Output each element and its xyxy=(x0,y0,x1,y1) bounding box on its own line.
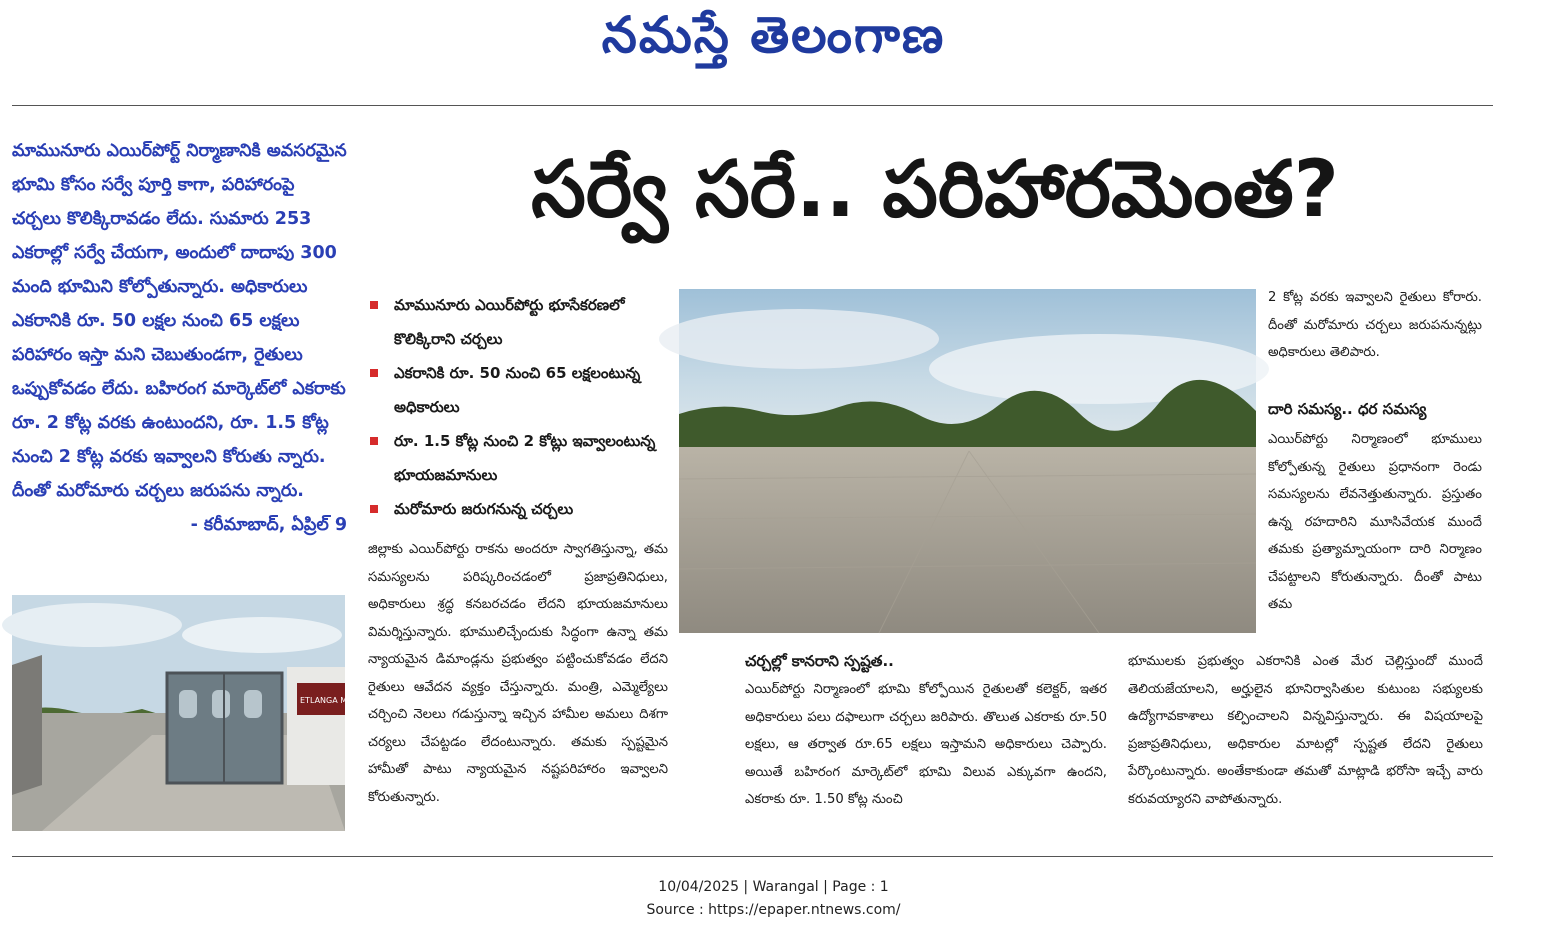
gate-sign-text: ETLANGA MAMU UNITY AR xyxy=(300,696,406,705)
cleared-land-photo xyxy=(679,289,1256,633)
dateline: - కరీమాబాద్, ఏప్రిల్ 9 xyxy=(190,515,347,535)
article-column-3: ఎయిర్‌పోర్టు నిర్మాణంలో భూములు కోల్పోతున్న రైతులు ప్రధానంగా రెండు సమస్యలను లేవనెత్తుతున్నారు. ప్రస్తుతం ఉన్న రహదారిని మూసివేయక ముందే తమకు ప్రత్యామ్నాయంగా దారి నిర్మాణం చేపట్టాలని కోరుతున్నారు. దీంతో పాటు తమ xyxy=(1268,432,1482,612)
list-item: మరోమారు జరుగనున్న చర్చలు xyxy=(368,492,668,526)
subheading-clarity: చర్చల్లో కానరాని స్పష్టత.. xyxy=(745,652,894,670)
bullet-square-icon xyxy=(370,369,378,377)
footer-edition: 10/04/2025 | Warangal | Page : 1 xyxy=(658,879,889,895)
footer xyxy=(0,876,1547,922)
bullet-square-icon xyxy=(370,437,378,445)
footer-source: Source : https://epaper.ntnews.com/ xyxy=(646,902,901,918)
bullet-list xyxy=(368,288,668,526)
subheading-road-price: దారి సమస్య.. ధర సమస్య xyxy=(1268,400,1427,418)
article-column-1: జిల్లాకు ఎయిర్‌పోర్టు రాకను అందరూ స్వాగతిస్తున్నా, తమ సమస్యలను పరిష్కరించడంలో ప్రజాప్రతినిధులు, అధికారులు శ్రద్ధ కనబరచడం లేదని భూయజమానులు విమర్శిస్తున్నారు. భూములిచ్చేందుకు సిద్ధంగా ఉన్నా తమ న్యాయమైన డిమాండ్లను ప్రభుత్వం పట్టించుకోవడం లేదని రైతులు ఆవేదన వ్యక్తం చేస్తున్నారు. మంత్రి, ఎమ్మెల్యేలు చర్చించి నెలలు గడుస్తున్నా ఇచ్చిన హామీల అమలు దిశగా చర్యలు చేపట్టడం లేదంటున్నారు. తమకు స్పష్టమైన హామీతో పాటు న్యాయమైన నష్టపరిహారం ఇవ్వాలని కోరుతున్నారు. xyxy=(368,542,668,805)
article-column-2: ఎయిర్‌పోర్టు నిర్మాణంలో భూమి కోల్పోయిన రైతులతో కలెక్టర్, ఇతర అధికారులు పలు దఫాలుగా చర్చలు జరిపారు. తొలుత ఎకరాకు రూ.50 లక్షలు, ఆ తర్వాత రూ.65 లక్షలు ఇస్తామని అధికారులు చెప్పారు. అయితే బహిరంగ మార్కెట్‌లో భూమి విలువ ఎక్కువగా ఉందని, ఎకరాకు రూ. 1.50 కోట్ల నుంచి xyxy=(745,682,1107,807)
bullet-square-icon xyxy=(370,301,378,309)
headline: సర్వే సరే.. పరిహారమెంత? xyxy=(531,145,1339,235)
intro-text: మామునూరు ఎయిర్‌పోర్ట్ నిర్మాణానికి అవసరమైన భూమి కోసం సర్వే పూర్తి కాగా, పరిహారంపై చర్చలు కొలిక్కిరావడం లేదు. సుమారు 253 ఎకరాల్లో సర్వే చేయగా, అందులో దాదాపు 300 మంది భూమిని కోల్పోతున్నారు. అధికారులు ఎకరానికి రూ. 50 లక్షల నుంచి 65 లక్షలు పరిహారం ఇస్తా మని చెబుతుండగా, రైతులు ఒప్పుకోవడం లేదు. బహిరంగ మార్కెట్‌లో ఎకరాకు రూ. 2 కోట్ల వరకు ఉంటుందని, రూ. 1.5 కోట్ల నుంచి 2 కోట్ల వరకు ఇవ్వాలని కోరుతు న్నారు. దీంతో మరోమారు చర్చలు జరుపను న్నారు. xyxy=(12,141,347,501)
list-item: ఎకరానికి రూ. 50 నుంచి 65 లక్షలంటున్న అధికారులు xyxy=(368,356,668,424)
article-column-3-top: 2 కోట్ల వరకు ఇవ్వాలని రైతులు కోరారు. దీంతో మరోమారు చర్చలు జరుపనున్నట్లు అధికారులు తెలిపారు. xyxy=(1268,290,1482,360)
list-item: మామునూరు ఎయిర్‌పోర్టు భూసేకరణలో కొలిక్కిరాని చర్చలు xyxy=(368,288,668,356)
gate-photo xyxy=(12,595,406,831)
bottom-divider xyxy=(12,856,1493,857)
intro-column xyxy=(12,134,347,542)
bullet-square-icon xyxy=(370,505,378,513)
list-item: రూ. 1.5 కోట్ల నుంచి 2 కోట్లు ఇవ్వాలంటున్న భూయజమానులు xyxy=(368,424,668,492)
top-divider xyxy=(12,105,1493,106)
article-column-4: భూములకు ప్రభుత్వం ఎకరానికి ఎంత మేర చెల్లిస్తుందో ముందే తెలియజేయాలని, అర్హులైన భూనిర్వాసితుల కుటుంబ సభ్యులకు ఉద్యోగావకాశాలు కల్పించాలని విన్నవిస్తున్నారు. ఈ విషయాలపై ప్రజాప్రతినిధులు, అధికారుల మాటల్లో స్పష్టత లేదని రైతులు పేర్కొంటున్నారు. అంతేకాకుండా తమతో మాట్లాడి భరోసా ఇచ్చే వారు కరువయ్యారని వాపోతున్నారు. xyxy=(1128,654,1483,807)
masthead-logo: నమస్తే తెలంగాణ xyxy=(601,5,946,64)
